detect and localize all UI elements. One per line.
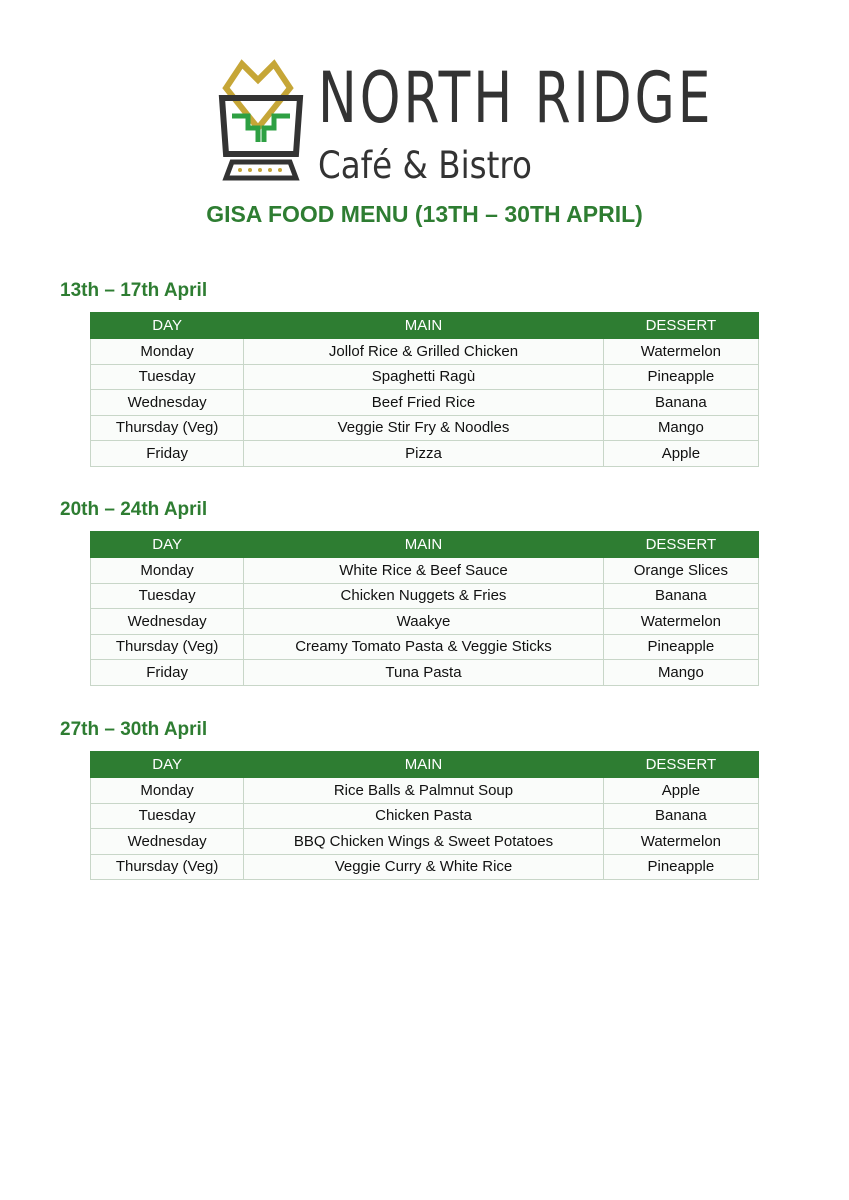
main-cell: Tuna Pasta <box>244 660 604 686</box>
menu-table <box>90 531 759 686</box>
table-header-row <box>91 532 759 558</box>
brand-name: NORTH RIDGE <box>318 57 714 139</box>
table-row <box>91 660 759 686</box>
main-cell: Creamy Tomato Pasta & Veggie Sticks <box>244 634 604 660</box>
day-cell: Wednesday <box>91 829 244 855</box>
dessert-cell: Watermelon <box>603 609 758 635</box>
column-header-main: MAIN <box>244 752 604 778</box>
menu-table <box>90 751 759 880</box>
day-cell: Friday <box>91 660 244 686</box>
dessert-cell: Mango <box>603 660 758 686</box>
main-cell: Pizza <box>244 441 604 467</box>
brand-subtitle: Café & Bistro <box>318 144 532 187</box>
main-cell: Spaghetti Ragù <box>244 364 604 390</box>
day-cell: Tuesday <box>91 583 244 609</box>
menu-title: GISA FOOD MENU (13TH – 30TH APRIL) <box>206 201 643 227</box>
table-header-row <box>91 752 759 778</box>
dessert-cell: Watermelon <box>603 339 758 365</box>
dessert-cell: Watermelon <box>603 829 758 855</box>
table-row <box>91 364 759 390</box>
day-cell: Thursday (Veg) <box>91 634 244 660</box>
main-cell: Waakye <box>244 609 604 635</box>
dessert-cell: Banana <box>603 803 758 829</box>
day-cell: Thursday (Veg) <box>91 415 244 441</box>
dessert-cell: Apple <box>603 441 758 467</box>
table-row <box>91 415 759 441</box>
main-cell: Veggie Curry & White Rice <box>244 854 604 880</box>
table-row <box>91 803 759 829</box>
main-cell: Veggie Stir Fry & Noodles <box>244 415 604 441</box>
column-header-dessert: DESSERT <box>603 532 758 558</box>
dessert-cell: Pineapple <box>603 634 758 660</box>
main-cell: BBQ Chicken Wings & Sweet Potatoes <box>244 829 604 855</box>
north-ridge-logo-icon <box>218 58 304 184</box>
column-header-day: DAY <box>91 313 244 339</box>
logo <box>218 57 714 188</box>
table-row <box>91 339 759 365</box>
dessert-cell: Pineapple <box>603 854 758 880</box>
column-header-main: MAIN <box>244 313 604 339</box>
dessert-cell: Pineapple <box>603 364 758 390</box>
day-cell: Thursday (Veg) <box>91 854 244 880</box>
column-header-dessert: DESSERT <box>603 752 758 778</box>
table-row <box>91 390 759 416</box>
dessert-cell: Orange Slices <box>603 558 758 584</box>
week-heading: 20th – 24th April <box>60 499 208 520</box>
column-header-day: DAY <box>91 752 244 778</box>
day-cell: Wednesday <box>91 390 244 416</box>
table-row <box>91 609 759 635</box>
table-row <box>91 854 759 880</box>
dessert-cell: Apple <box>603 778 758 804</box>
week-heading: 13th – 17th April <box>60 280 208 301</box>
day-cell: Friday <box>91 441 244 467</box>
table-row <box>91 558 759 584</box>
main-cell: Chicken Pasta <box>244 803 604 829</box>
column-header-day: DAY <box>91 532 244 558</box>
day-cell: Tuesday <box>91 803 244 829</box>
table-header-row <box>91 313 759 339</box>
menu-table <box>90 312 759 467</box>
day-cell: Monday <box>91 339 244 365</box>
column-header-dessert: DESSERT <box>603 313 758 339</box>
day-cell: Monday <box>91 778 244 804</box>
table-row <box>91 829 759 855</box>
table-row <box>91 441 759 467</box>
column-header-main: MAIN <box>244 532 604 558</box>
dessert-cell: Banana <box>603 390 758 416</box>
main-cell: Jollof Rice & Grilled Chicken <box>244 339 604 365</box>
table-row <box>91 634 759 660</box>
main-cell: Rice Balls & Palmnut Soup <box>244 778 604 804</box>
dessert-cell: Banana <box>603 583 758 609</box>
dessert-cell: Mango <box>603 415 758 441</box>
table-row <box>91 778 759 804</box>
week-heading: 27th – 30th April <box>60 719 208 740</box>
day-cell: Wednesday <box>91 609 244 635</box>
main-cell: Chicken Nuggets & Fries <box>244 583 604 609</box>
day-cell: Tuesday <box>91 364 244 390</box>
day-cell: Monday <box>91 558 244 584</box>
main-cell: Beef Fried Rice <box>244 390 604 416</box>
main-cell: White Rice & Beef Sauce <box>244 558 604 584</box>
table-row <box>91 583 759 609</box>
